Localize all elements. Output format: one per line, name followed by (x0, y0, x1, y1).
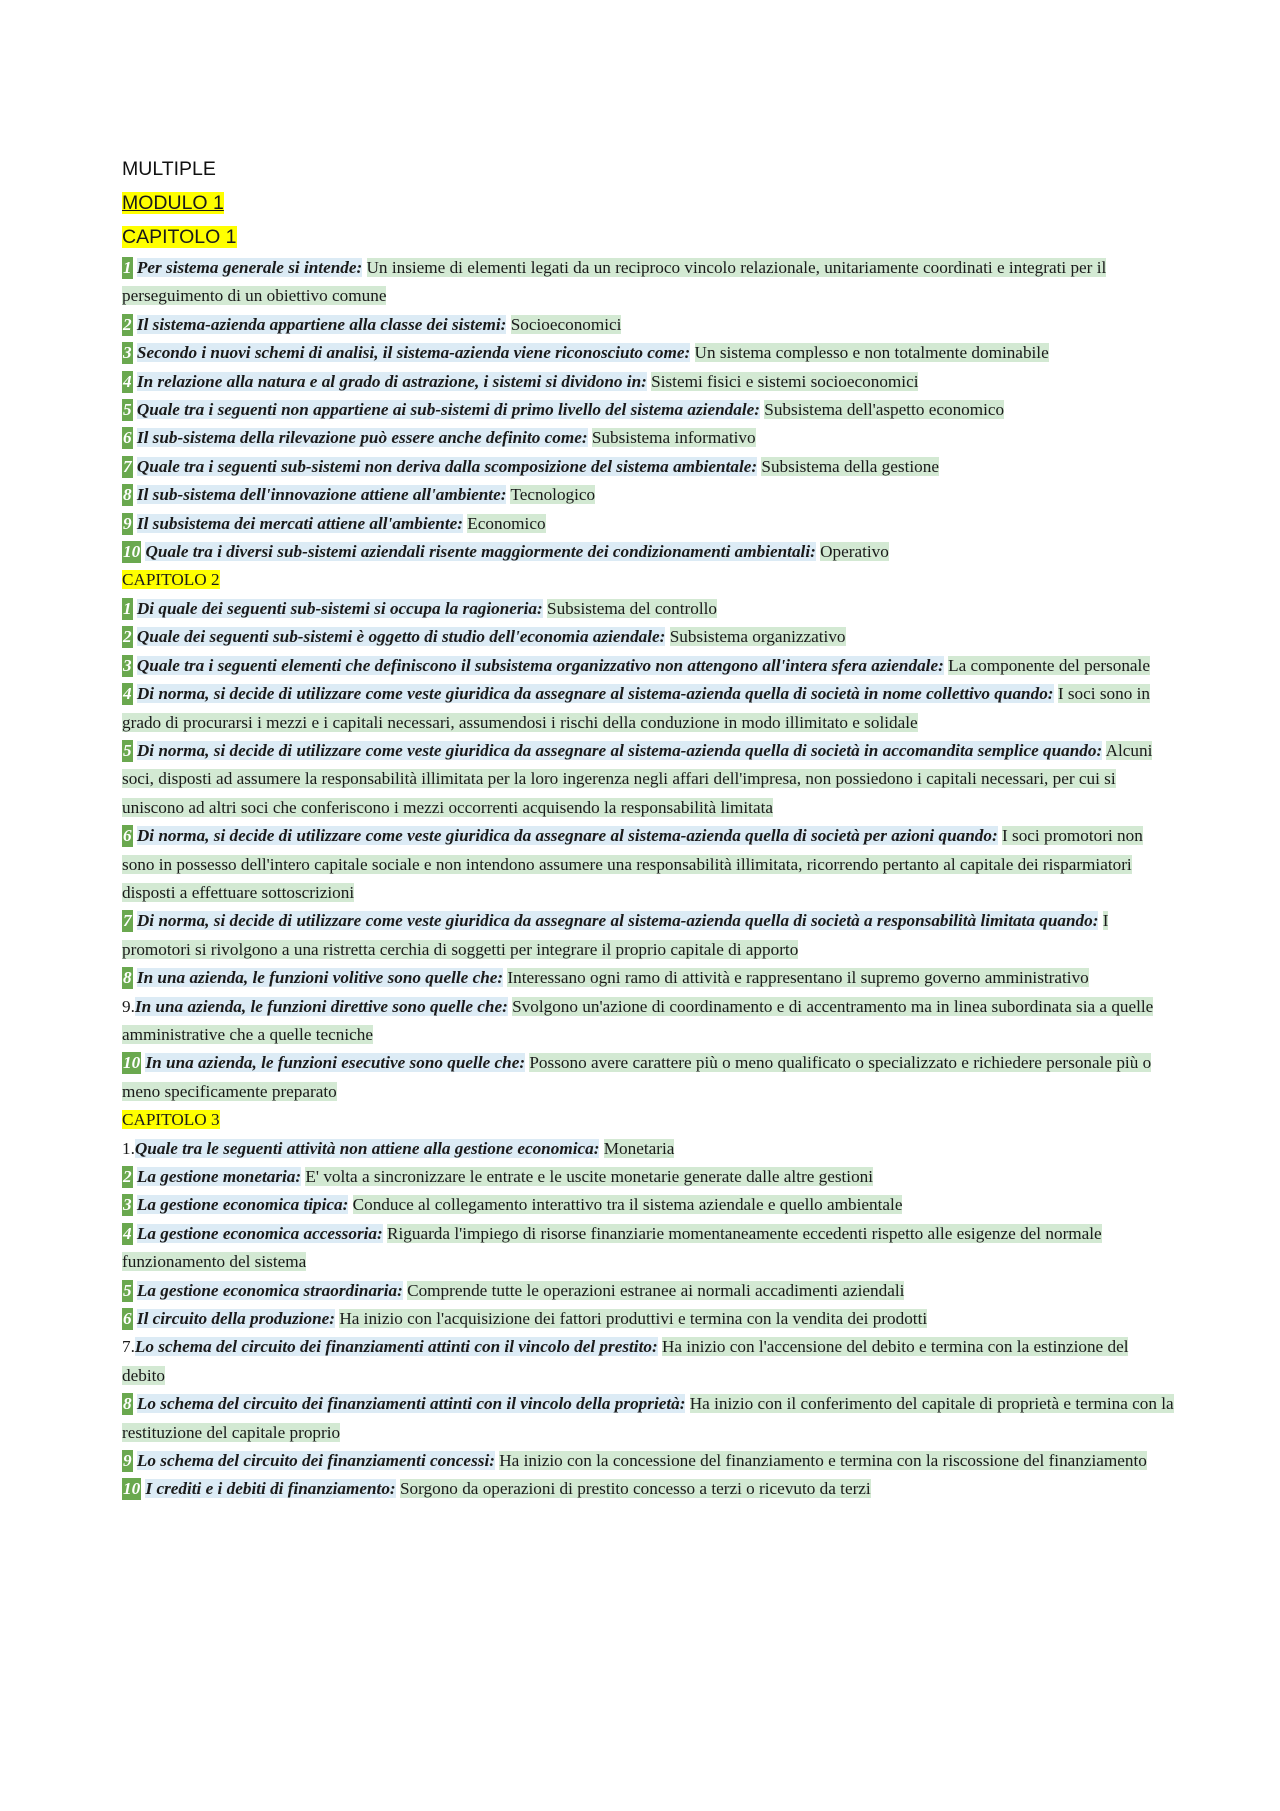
question-item (122, 652, 1174, 680)
question-text: Di norma, si decide di utilizzare come veste giuridica da assegnare al sistema-azienda quella di società in nome collettivo quando: (136, 684, 1054, 704)
answer-text: Economico (467, 513, 546, 533)
question-item (122, 396, 1174, 424)
question-text: I crediti e i debiti di finanziamento: (145, 1479, 396, 1499)
question-number: 5 (123, 1280, 132, 1300)
answer-text: Ha inizio con l'accensione del debito e termina con la estinzione del debito (122, 1337, 1129, 1385)
answer-text: Riguarda l'impiego di risorse finanziarie momentaneamente eccedenti rispetto alle esigenze del normale funzionamento del sistema (122, 1223, 1102, 1272)
question-number: 1 (123, 598, 132, 618)
question-item (122, 339, 1174, 367)
answer-text: Conduce al collegamento interattivo tra il sistema aziendale e quello ambientale (352, 1195, 903, 1215)
question-item (122, 1191, 1174, 1219)
question-number: 2 (123, 627, 132, 647)
question-text: Il subsistema dei mercati attiene all'ambiente: (136, 513, 463, 533)
document-page (122, 152, 1174, 1504)
question-number: 6 (123, 428, 132, 448)
question-text: Quale dei seguenti sub-sistemi è oggetto di studio dell'economia aziendale: (136, 627, 666, 647)
chapter-title: CAPITOLO 3 (122, 1110, 220, 1130)
answer-text: E' volta a sincronizzare le entrate e le uscite monetarie generate dalle altre gestioni (305, 1167, 874, 1186)
answer-text: Operativo (820, 542, 889, 562)
question-item (122, 1163, 1174, 1191)
answer-text: I soci sono in grado di procurarsi i mezzi e i capitali necessari, assumendosi i rischi della conduzione in modo illimitato e solidale (122, 684, 1150, 732)
answer-text: Possono avere carattere più o meno qualificato o specializzato e richiedere personale più o meno specificamente preparato (122, 1053, 1152, 1101)
question-number: 8 (123, 1394, 132, 1414)
question-item (122, 1390, 1174, 1447)
question-number: 9. (122, 996, 135, 1016)
question-item (122, 1475, 1174, 1503)
answer-text: Svolgono un'azione di coordinamento e di accentramento ma in linea subordinata sia a quelle amministrative che a quelle tecniche (122, 996, 1154, 1044)
question-item (122, 737, 1174, 822)
chapter-title: CAPITOLO 1 (122, 226, 237, 248)
question-number: 10 (123, 542, 141, 562)
question-item (122, 1447, 1174, 1475)
question-number: 6 (123, 1309, 132, 1329)
question-number: 3 (123, 343, 132, 363)
question-text: Lo schema del circuito dei finanziamenti attinti con il vincolo del prestito: (134, 1337, 658, 1357)
question-number: 7. (122, 1337, 135, 1357)
answer-text: Subsistema del controllo (547, 598, 717, 618)
document-title: MULTIPLE (122, 158, 216, 180)
answer-text: Socioeconomici (510, 314, 622, 334)
question-text: Quale tra le seguenti attività non attiene alla gestione economica: (134, 1138, 600, 1158)
answer-text: Un insieme di elementi legati da un reciproco vincolo relazionale, unitariamente coordinati e integrati per il perseguimento di un obiettivo comune (122, 258, 1107, 306)
question-item (122, 907, 1174, 964)
question-item (122, 1277, 1174, 1305)
question-item (122, 595, 1174, 623)
answer-text: Subsistema dell'aspetto economico (764, 400, 1005, 420)
chapter-heading (122, 566, 1174, 594)
question-number: 9 (123, 513, 132, 533)
answer-text: Subsistema della gestione (761, 456, 939, 476)
question-text: La gestione monetaria: (136, 1167, 302, 1186)
answer-text: Interessano ogni ramo di attività e rappresentano il supremo governo amministrativo (507, 968, 1089, 988)
chapter-title: CAPITOLO 2 (122, 570, 220, 590)
question-number: 4 (123, 684, 132, 704)
question-item (122, 424, 1174, 452)
question-number: 4 (123, 1223, 132, 1243)
answer-text: Alcuni soci, disposti ad assumere la responsabilità illimitata per la loro ingerenza negli affari dell'impresa, non possiedono i capitali necessari, per cui si uniscono ad altri soci che conferiscono i mezzi occorrenti acquisendo la responsabilità limitata (122, 740, 1153, 817)
question-item (122, 510, 1174, 538)
answer-text: Tecnologico (510, 485, 596, 505)
question-number: 5 (123, 400, 132, 420)
question-text: In una azienda, le funzioni volitive sono quelle che: (136, 968, 504, 988)
question-item (122, 1135, 1174, 1163)
question-text: Di norma, si decide di utilizzare come veste giuridica da assegnare al sistema-azienda quella di società in accomandita semplice quando: (136, 740, 1103, 760)
question-number: 6 (123, 826, 132, 846)
answer-text: La componente del personale (948, 655, 1150, 675)
chapter-heading (122, 220, 1174, 254)
question-number: 10 (123, 1053, 141, 1073)
question-item (122, 623, 1174, 651)
answer-text: Un sistema complesso e non totalmente dominabile (694, 343, 1049, 363)
question-item (122, 680, 1174, 737)
question-number: 7 (123, 911, 132, 931)
question-item (122, 1220, 1174, 1277)
question-text: Il circuito della produzione: (136, 1309, 336, 1329)
answer-text: Ha inizio con la concessione del finanziamento e termina con la riscossione del finanziamento (499, 1451, 1147, 1471)
chapter-heading (122, 1106, 1174, 1134)
question-number: 2 (123, 1167, 132, 1186)
question-text: Secondo i nuovi schemi di analisi, il sistema-azienda viene riconosciuto come: (136, 343, 691, 363)
answer-text: Subsistema informativo (591, 428, 756, 448)
question-text: Lo schema del circuito dei finanziamenti concessi: (136, 1451, 495, 1471)
question-text: Quale tra i diversi sub-sistemi aziendali risente maggiormente dei condizionamenti ambientali: (145, 542, 816, 562)
answer-text: Sistemi fisici e sistemi socioeconomici (651, 371, 919, 391)
question-item (122, 538, 1174, 566)
question-item (122, 453, 1174, 481)
question-number: 9 (123, 1451, 132, 1471)
question-text: Di norma, si decide di utilizzare come veste giuridica da assegnare al sistema-azienda quella di società a responsabilità limitata quando: (136, 911, 1099, 931)
answer-text: Subsistema organizzativo (669, 627, 846, 647)
answer-text: Ha inizio con il conferimento del capitale di proprietà e termina con la restituzione del capitale proprio (122, 1394, 1174, 1442)
question-item (122, 822, 1174, 907)
question-number: 1. (122, 1138, 135, 1158)
question-item (122, 1333, 1174, 1390)
question-text: Quale tra i seguenti elementi che definiscono il subsistema organizzativo non attengono all'intera sfera aziendale: (136, 655, 944, 675)
question-text: Per sistema generale si intende: (136, 258, 363, 277)
question-number: 1 (123, 258, 132, 277)
module-title: MODULO 1 (122, 192, 224, 214)
question-text: La gestione economica accessoria: (136, 1223, 383, 1243)
question-number: 3 (123, 1195, 132, 1215)
question-text: Di quale dei seguenti sub-sistemi si occupa la ragioneria: (136, 598, 543, 618)
question-text: Quale tra i seguenti non appartiene ai sub-sistemi di primo livello del sistema aziendale: (136, 400, 760, 420)
question-number: 10 (123, 1479, 141, 1499)
question-number: 3 (123, 655, 132, 675)
question-text: La gestione economica tipica: (136, 1195, 349, 1215)
question-text: Il sub-sistema della rilevazione può essere anche definito come: (136, 428, 588, 448)
question-number: 8 (123, 485, 132, 505)
question-number: 7 (123, 456, 132, 476)
answer-text: I promotori si rivolgono a una ristretta cerchia di soggetti per integrare il proprio capitale di apporto (122, 911, 1109, 959)
answer-text: Comprende tutte le operazioni estranee ai normali accadimenti aziendali (407, 1280, 905, 1300)
question-item (122, 964, 1174, 992)
module-heading (122, 186, 1174, 220)
question-item (122, 1305, 1174, 1333)
question-number: 4 (123, 371, 132, 391)
answer-text: Sorgono da operazioni di prestito concesso a terzi o ricevuto da terzi (399, 1479, 871, 1499)
question-text: Lo schema del circuito dei finanziamenti attinti con il vincolo della proprietà: (136, 1394, 686, 1414)
question-item (122, 254, 1174, 311)
question-item (122, 993, 1174, 1050)
question-number: 2 (123, 314, 132, 334)
question-text: Di norma, si decide di utilizzare come veste giuridica da assegnare al sistema-azienda quella di società per azioni quando: (136, 826, 998, 846)
question-number: 8 (123, 968, 132, 988)
question-text: In una azienda, le funzioni direttive sono quelle che: (134, 996, 508, 1016)
question-item (122, 368, 1174, 396)
question-item (122, 311, 1174, 339)
question-text: Quale tra i seguenti sub-sistemi non deriva dalla scomposizione del sistema ambientale: (136, 456, 758, 476)
answer-text: Monetaria (603, 1138, 675, 1158)
chapters (122, 220, 1174, 1504)
question-item (122, 1049, 1174, 1106)
question-text: In una azienda, le funzioni esecutive sono quelle che: (145, 1053, 526, 1073)
question-item (122, 481, 1174, 509)
answer-text: Ha inizio con l'acquisizione dei fattori produttivi e termina con la vendita dei prodotti (339, 1309, 928, 1329)
question-text: Il sistema-azienda appartiene alla classe dei sistemi: (136, 314, 507, 334)
answer-text: I soci promotori non sono in possesso dell'intero capitale sociale e non intendono assumere una responsabilità illimitata, ricorrendo pertanto al capitale dei risparmiatori disposti a effettuare sottoscrizioni (122, 826, 1143, 902)
question-number: 5 (123, 740, 132, 760)
question-text: La gestione economica straordinaria: (136, 1280, 403, 1300)
question-text: In relazione alla natura e al grado di astrazione, i sistemi si dividono in: (136, 371, 647, 391)
question-text: Il sub-sistema dell'innovazione attiene all'ambiente: (136, 485, 507, 505)
